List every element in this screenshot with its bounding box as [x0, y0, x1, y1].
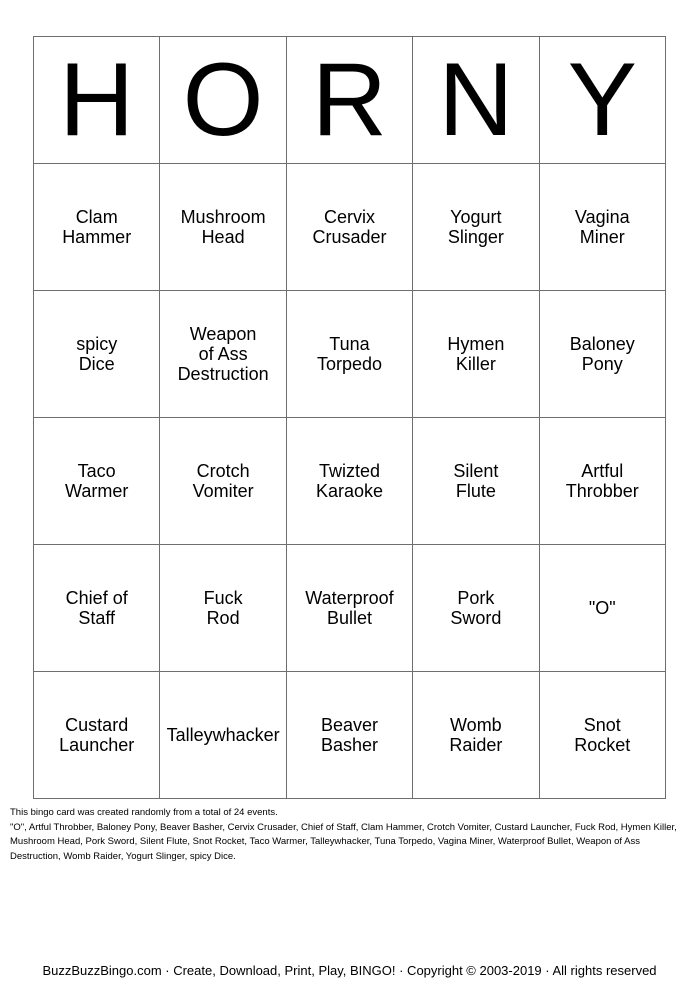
- bingo-cell: Weapon of Ass Destruction: [160, 291, 286, 418]
- card-row: [34, 672, 666, 799]
- bingo-cell: Artful Throbber: [539, 418, 665, 545]
- bingo-cell: Snot Rocket: [539, 672, 665, 799]
- bingo-cell: Pork Sword: [413, 545, 539, 672]
- bingo-cell: Cervix Crusader: [286, 164, 412, 291]
- bingo-cell: Custard Launcher: [34, 672, 160, 799]
- bingo-cell: "O": [539, 545, 665, 672]
- card-row: [34, 164, 666, 291]
- card-row: [34, 418, 666, 545]
- bingo-cell: Talleywhacker: [160, 672, 286, 799]
- header-letter: N: [413, 37, 539, 164]
- bingo-cell: Mushroom Head: [160, 164, 286, 291]
- note-event-list: "O", Artful Throbber, Baloney Pony, Beaver Basher, Cervix Crusader, Chief of Staff, Clam Hammer, Crotch Vomiter, Custard Launcher, Fuck Rod, Hymen Killer, Mushroom Head, Pork Sword, Silent Flute, Snot Rocket, Taco Warmer, Talleywhacker, Tuna Torpedo, Vagina Miner, Waterproof Bullet, Weapon of Ass Destruction, Womb Raider, Yogurt Slinger, spicy Dice.: [10, 821, 677, 862]
- event-note: [10, 806, 690, 864]
- bingo-cell: Yogurt Slinger: [413, 164, 539, 291]
- bingo-cell: Twizted Karaoke: [286, 418, 412, 545]
- bingo-cell: Baloney Pony: [539, 291, 665, 418]
- bingo-cell: Clam Hammer: [34, 164, 160, 291]
- bingo-cell: Womb Raider: [413, 672, 539, 799]
- bingo-card: [33, 36, 666, 799]
- bingo-cell: Fuck Rod: [160, 545, 286, 672]
- card-row: [34, 545, 666, 672]
- bingo-cell: Beaver Basher: [286, 672, 412, 799]
- bingo-cell: spicy Dice: [34, 291, 160, 418]
- bingo-cell: Taco Warmer: [34, 418, 160, 545]
- note-intro: This bingo card was created randomly from a total of 24 events.: [10, 807, 278, 818]
- header-letter: H: [34, 37, 160, 164]
- footer-copyright: BuzzBuzzBingo.com · Create, Download, Print, Play, BINGO! · Copyright © 2003-2019 · All rights reserved: [42, 963, 657, 978]
- header-letter: O: [160, 37, 286, 164]
- bingo-cell: Tuna Torpedo: [286, 291, 412, 418]
- card-row: [34, 291, 666, 418]
- header-row: [34, 37, 666, 164]
- header-letter: Y: [539, 37, 665, 164]
- header-letter: R: [286, 37, 412, 164]
- bingo-cell: Hymen Killer: [413, 291, 539, 418]
- bingo-cell: Vagina Miner: [539, 164, 665, 291]
- bingo-cell: Silent Flute: [413, 418, 539, 545]
- bingo-cell: Crotch Vomiter: [160, 418, 286, 545]
- bingo-cell: Waterproof Bullet: [286, 545, 412, 672]
- bingo-cell: Chief of Staff: [34, 545, 160, 672]
